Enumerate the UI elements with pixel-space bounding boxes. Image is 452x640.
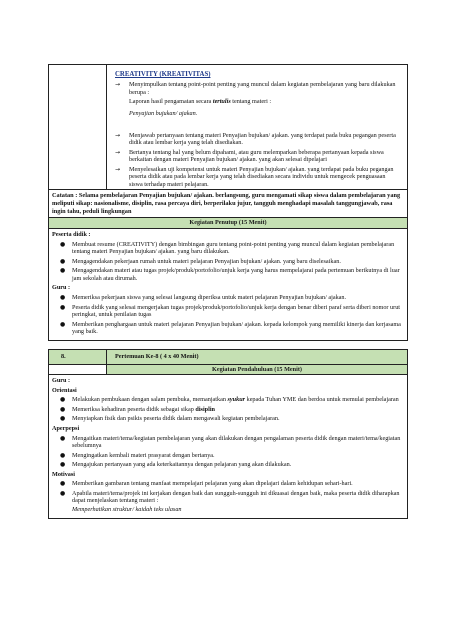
- lesson-table-meeting: [48, 349, 408, 519]
- list-item: ● Memberikan gambaran tentang manfaat mempelajari pelajaran yang akan dipelajari dalam kehidupan sehari-hari.: [60, 480, 353, 488]
- arrow-right-icon: →: [115, 131, 121, 139]
- bullet-dot-icon: ●: [60, 451, 66, 459]
- peserta-label: Peserta didik :: [52, 231, 91, 239]
- meeting-title: Pertemuan Ke-8 ( 4 x 40 Menit): [115, 353, 199, 360]
- bullet-dot-icon: ●: [60, 489, 66, 497]
- list-item: ● Menyiapkan fisik dan psikis peserta didik dalam mengawali kegiatan pembelajaran.: [60, 415, 280, 423]
- bullet-dot-icon: ●: [60, 303, 66, 311]
- creativity-title: CREATIVITY (KREATIVITAS): [115, 71, 211, 78]
- bullet-dot-icon: ●: [60, 461, 66, 469]
- meeting-number: 8.: [49, 350, 107, 364]
- bullet-dot-icon: ●: [60, 293, 66, 301]
- arrow-right-icon: →: [115, 148, 121, 156]
- motivasi-topic: Memperhatikan struktur/ kaidah teks ulasan: [72, 506, 182, 513]
- list-item: ● Membuat resume (CREATIVITY) dengan bimbingan guru tentang point-point penting yang muncul dalam kegiatan pembelajaran tentang materi Penyajian bujukan/ ajakan. yang baru dilakukan.: [60, 240, 395, 256]
- meeting-header: [49, 350, 407, 365]
- aperpepsi-label: Aperpepsi: [52, 424, 80, 432]
- list-item: ● Memeriksa pekerjaan siswa yang selesai langsung diperiksa untuk materi pelajaran Penyajian bujukan/ ajakan.: [60, 293, 347, 301]
- bullet-dot-icon: ●: [60, 405, 66, 413]
- list-item: ● Melakukan pembukaan dengan salam pembuka, memanjatkan syukur kepada Tuhan YME dan berdoa untuk memulai pembelajaran: [60, 396, 399, 404]
- report-topic: Penyajian bujukan/ ajakan.: [129, 109, 198, 117]
- bullet-dot-icon: ●: [60, 434, 66, 442]
- orientasi-label: Orientasi: [52, 386, 77, 394]
- list-item: ● Mengaitkan materi/tema/kegiatan pembelajaran yang akan dilakukan dengan pengalaman peserta didik dengan materi/tema/kegiatan sebelumnya: [60, 434, 401, 450]
- catatan-note: Catatan : Selama pembelajaran Penyajian bujukan/ ajakan. berlangsung, guru mengamati sikap siswa dalam pembelajaran yang meliputi sikap: nasionalisme, disiplin, rasa percaya diri, berperilaku jujur, tangguh menghadapi masalah tanggungjawab, rasa ingin tahu, peduli lingkungan: [49, 190, 407, 218]
- arrow-right-icon: →: [115, 165, 121, 173]
- bullet-dot-icon: ●: [60, 480, 66, 488]
- list-item: ● Mengagendakan pekerjaan rumah untuk materi pelajaran Penyajian bujukan/ ajakan. yang baru diselesaikan.: [60, 257, 341, 265]
- bullet-dot-icon: ●: [60, 415, 66, 423]
- list-item: ● Mengingatkan kembali materi prasyarat dengan bertanya.: [60, 451, 215, 459]
- pendahuluan-heading: Kegiatan Pendahuluan (15 Menit): [107, 365, 407, 375]
- penutup-body: [49, 229, 407, 340]
- bullet-dot-icon: ●: [60, 240, 66, 248]
- lesson-table-top: [48, 64, 408, 341]
- list-item: ● Memeriksa kehadiran peserta didik sebagai sikap disiplin: [60, 405, 215, 413]
- bullet-dot-icon: ●: [60, 267, 66, 275]
- list-item: ● Peserta didik yang selesai mengerjakan tugas projek/produk/portofolio/unjuk kerja dengan benar diberi paraf serta diberi nomor urut peringkat, untuk penilaian tugas: [60, 303, 401, 319]
- list-item: ● Memberikan penghargaan untuk materi pelajaran Penyajian bujukan/ ajakan. kepada kelompok yang memiliki kinerja dan kerjasama yang baik.: [60, 320, 401, 336]
- arrow-item: → Bertanya tentang hal yang belum dipahami, atau guru melemparkan beberapa pertanyaan kepada siswa berkaitan dengan materi Penyajian bujukan/ ajakan. yang akan selesai dipelajari: [115, 148, 384, 164]
- list-item: ● Mengajukan pertanyaan yang ada keterkaitannya dengan pelajaran yang akan dilakukan.: [60, 461, 292, 469]
- creativity-row: [49, 65, 407, 190]
- report-line: Laporan hasil pengamatan secara tertulis tentang materi :: [129, 98, 272, 106]
- motivasi-label: Motivasi: [52, 470, 76, 478]
- guru-label: Guru :: [52, 377, 71, 385]
- guru-label: Guru :: [52, 284, 71, 292]
- pendahuluan-body: [49, 375, 407, 517]
- arrow-item: → Menjawab pertanyaan tentang materi Penyajian bujukan/ ajakan. yang terdapat pada buku pegangan peserta didik atau lembar kerja yang telah disediakan.: [115, 131, 396, 147]
- bullet-dot-icon: ●: [60, 257, 66, 265]
- arrow-item: → Menyelesaikan uji kompetensi untuk materi Penyajian bujukan/ ajakan. yang terdapat pada buku pegangan peserta didik atau pada lembar kerja yang telah disediakan secara individu untuk mengecek penguasaan siswa terhadap materi pelajaran.: [115, 165, 394, 188]
- list-item: ● Apabila materi/tema/projek ini kerjakan dengan baik dan sungguh-sungguh ini dikuasai dengan baik, maka peserta didik diharapkan dapat menjelaskan tentang materi :: [60, 489, 400, 505]
- bullet-dot-icon: ●: [60, 320, 66, 328]
- bullet-dot-icon: ●: [60, 396, 66, 404]
- arrow-item: → Menyimpulkan tentang point-point penting yang muncul dalam kegiatan pembelajaran yang baru dilakukan berupa :: [115, 81, 396, 96]
- list-item: ● Mengagendakan materi atau tugas projek/produk/portofolio/unjuk kerja yang harus mempelajarai pada pertemuan berikutnya di luar jam sekolah atau dirumah.: [60, 267, 400, 282]
- penutup-heading: Kegiatan Penutup (15 Menit): [49, 218, 407, 229]
- arrow-right-icon: →: [115, 81, 121, 89]
